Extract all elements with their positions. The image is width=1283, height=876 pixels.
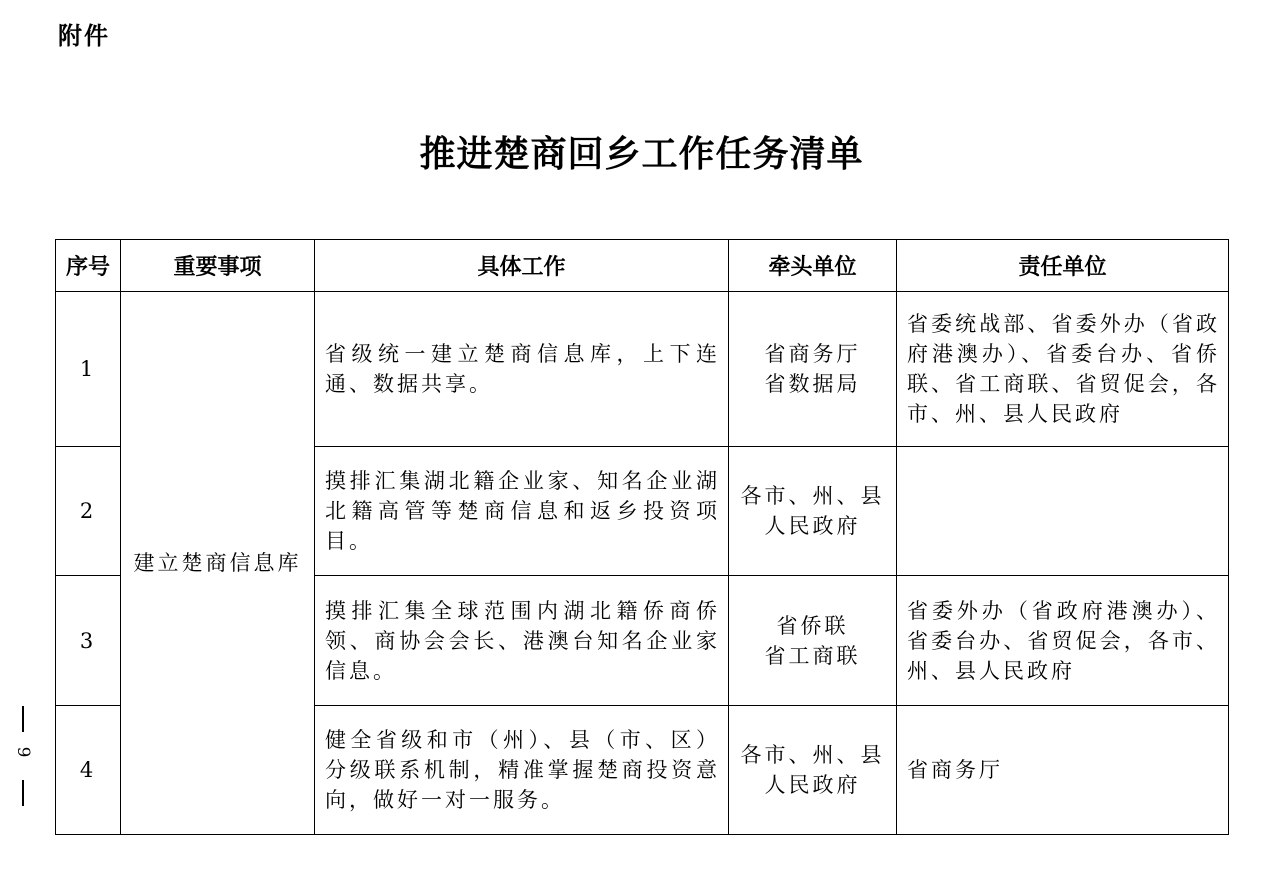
header-lead: 牵头单位 — [729, 240, 897, 292]
task-table — [55, 239, 1229, 835]
page-number: 9 — [13, 746, 33, 758]
document-title: 推进楚商回乡工作任务清单 — [419, 134, 864, 175]
lead-unit-cell — [729, 447, 897, 576]
lead-unit-line: 人民政府 — [764, 514, 861, 538]
work-cell: 摸排汇集湖北籍企业家、知名企业湖北籍高管等楚商信息和返乡投资项目。 — [315, 447, 729, 576]
row-number: 4 — [56, 706, 121, 835]
page-number-marker — [8, 706, 38, 806]
important-item-cell: 建立楚商信息库 — [121, 292, 315, 835]
work-cell: 健全省级和市（州）、县（市、区）分级联系机制，精准掌握楚商投资意向，做好一对一服务。 — [315, 706, 729, 835]
work-cell: 省级统一建立楚商信息库，上下连通、数据共享。 — [315, 292, 729, 447]
lead-unit-cell — [729, 706, 897, 835]
lead-unit-line: 各市、州、县 — [740, 743, 885, 767]
attachment-label: 附件 — [58, 22, 110, 50]
lead-unit-cell — [729, 292, 897, 447]
row-number: 1 — [56, 292, 121, 447]
responsible-unit-cell: 省委外办（省政府港澳办）、省委台办、省贸促会，各市、州、县人民政府 — [897, 576, 1229, 706]
lead-unit-line: 省工商联 — [764, 643, 861, 668]
lead-unit-line: 各市、州、县 — [740, 484, 885, 508]
responsible-unit-cell — [897, 447, 1229, 576]
row-number: 3 — [56, 576, 121, 706]
table-row — [56, 292, 1229, 447]
header-item: 重要事项 — [121, 240, 315, 292]
page-dash-bottom — [22, 780, 24, 806]
lead-unit-line: 省侨联 — [776, 613, 849, 638]
responsible-unit-cell: 省商务厅 — [897, 706, 1229, 835]
page-dash-top — [22, 706, 24, 732]
lead-unit-line: 人民政府 — [764, 773, 861, 797]
work-cell: 摸排汇集全球范围内湖北籍侨商侨领、商协会会长、港澳台知名企业家信息。 — [315, 576, 729, 706]
lead-unit-line: 省商务厅 — [764, 342, 861, 366]
header-responsible: 责任单位 — [897, 240, 1229, 292]
row-number: 2 — [56, 447, 121, 576]
lead-unit-line: 省数据局 — [764, 372, 861, 396]
responsible-unit-cell: 省委统战部、省委外办（省政府港澳办）、省委台办、省侨联、省工商联、省贸促会，各市、州、县人民政府 — [897, 292, 1229, 447]
header-work: 具体工作 — [315, 240, 729, 292]
lead-unit-cell — [729, 576, 897, 706]
header-no: 序号 — [56, 240, 121, 292]
table-header-row — [56, 240, 1229, 292]
